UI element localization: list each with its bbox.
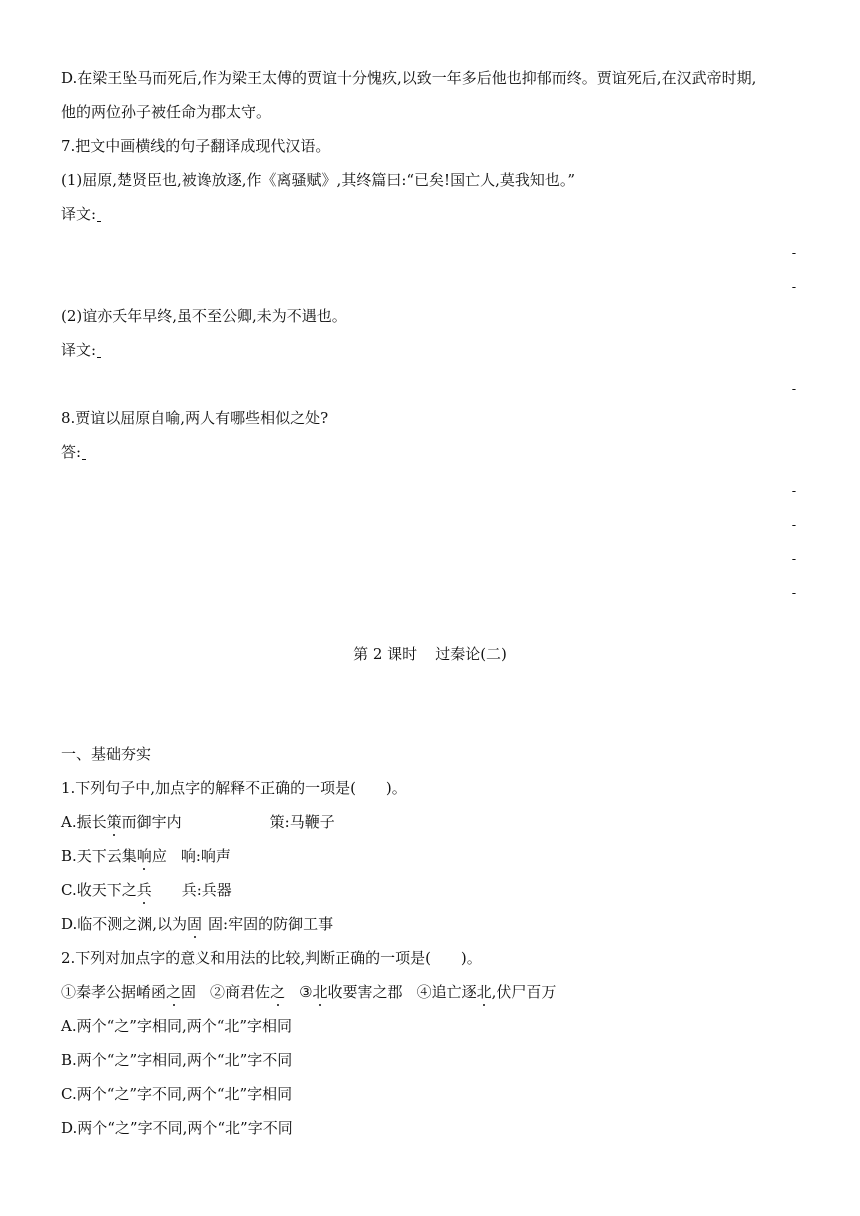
- q1-option-b-note: 响:响声: [180, 847, 231, 865]
- q7-stem: 7.把文中画横线的句子翻译成现代汉语。: [61, 137, 331, 155]
- answer-line-end-mark: -: [791, 586, 797, 601]
- q1-option-d-note: 固:牢固的防御工事: [208, 915, 334, 933]
- q1-option-b-text-end: 应: [151, 847, 167, 865]
- q1-stem: 1.下列句子中,加点字的解释不正确的一项是( )。: [61, 779, 407, 797]
- q2-item-1: ①秦孝公据崤函: [61, 983, 167, 1001]
- q1-option-c-note: 兵:兵器: [181, 881, 232, 899]
- q8-answer-label: 答:: [61, 443, 82, 461]
- q2-item-4-end: ,伏尸百万: [491, 983, 557, 1001]
- q7-answer-row-2: [61, 339, 812, 361]
- q1-option-a-text: A.振长: [61, 813, 107, 831]
- dotted-char: 之: [166, 983, 182, 1001]
- q2-item-3-end: 收要害之郡: [327, 983, 403, 1001]
- q2-item-4: ④追亡逐: [416, 983, 477, 1001]
- q7-part1: (1)屈原,楚贤臣也,被谗放逐,作《离骚赋》,其终篇曰:“已矣!国亡人,莫我知也。”: [61, 171, 576, 189]
- lesson-title-number: 第 2 课时: [353, 645, 418, 663]
- q2-item-3: ③: [299, 983, 313, 1001]
- q2-option-d: D.两个“之”字不同,两个“北”字不同: [61, 1119, 293, 1137]
- dotted-char: 固: [187, 915, 203, 933]
- dotted-char: 之: [270, 983, 286, 1001]
- q2-item-2: ②商君佐: [210, 983, 271, 1001]
- q1-option-a-text-end: 而御宇内: [121, 813, 182, 831]
- q2-stem: 2.下列对加点字的意义和用法的比较,判断正确的一项是( )。: [61, 949, 482, 967]
- lesson-title: [0, 643, 860, 665]
- q2-items: [61, 981, 812, 1003]
- answer-line-end-mark: -: [791, 280, 797, 295]
- q7-answer-field-1[interactable]: [97, 221, 101, 222]
- answer-line-end-mark: -: [791, 552, 797, 567]
- q1-option-d-text: D.临不测之渊,以为: [61, 915, 188, 933]
- q1-option-b-text: B.天下云集: [61, 847, 137, 865]
- answer-line-end-mark: -: [791, 518, 797, 533]
- q1-option-c-text: C.收天下之: [61, 881, 137, 899]
- q1-option-c: [61, 879, 812, 901]
- q8-answer-field[interactable]: [82, 459, 86, 460]
- answer-line-end-mark: -: [791, 246, 797, 261]
- q1-option-a: [61, 811, 812, 833]
- q7-answer-label-1: 译文:: [61, 205, 97, 223]
- q7-answer-label-2: 译文:: [61, 341, 97, 359]
- q1-option-a-note: 策:马鞭子: [269, 813, 335, 831]
- lesson-title-text: 过秦论(二): [435, 645, 507, 663]
- q2-option-b: B.两个“之”字相同,两个“北”字不同: [61, 1051, 293, 1069]
- dotted-char: 兵: [136, 881, 152, 899]
- q7-answer-row-1: [61, 203, 812, 225]
- q2-item-1-end: 固: [181, 983, 197, 1001]
- dotted-char: 北: [312, 983, 328, 1001]
- q1-option-b: [61, 845, 812, 867]
- q8-stem: 8.贾谊以屈原自喻,两人有哪些相似之处?: [61, 409, 329, 427]
- q2-option-a: A.两个“之”字相同,两个“北”字相同: [61, 1017, 293, 1035]
- q1-option-d: [61, 913, 812, 935]
- answer-line-end-mark: -: [791, 382, 797, 397]
- q6-option-d-line1: D.在梁王坠马而死后,作为梁王太傅的贾谊十分愧疚,以致一年多后他也抑郁而终。贾谊死后,在汉武帝时期,: [61, 69, 757, 87]
- q6-option-d-line2: 他的两位孙子被任命为郡太守。: [61, 103, 272, 121]
- section-heading: 一、基础夯实: [61, 745, 152, 763]
- dotted-char: 响: [136, 847, 152, 865]
- answer-line-end-mark: -: [791, 484, 797, 499]
- dotted-char: 策: [106, 813, 122, 831]
- dotted-char: 北: [476, 983, 492, 1001]
- q7-part2: (2)谊亦夭年早终,虽不至公卿,未为不遇也。: [61, 307, 347, 325]
- q2-option-c: C.两个“之”字不同,两个“北”字相同: [61, 1085, 293, 1103]
- q7-answer-field-2[interactable]: [97, 357, 101, 358]
- q8-answer-row: [61, 441, 812, 463]
